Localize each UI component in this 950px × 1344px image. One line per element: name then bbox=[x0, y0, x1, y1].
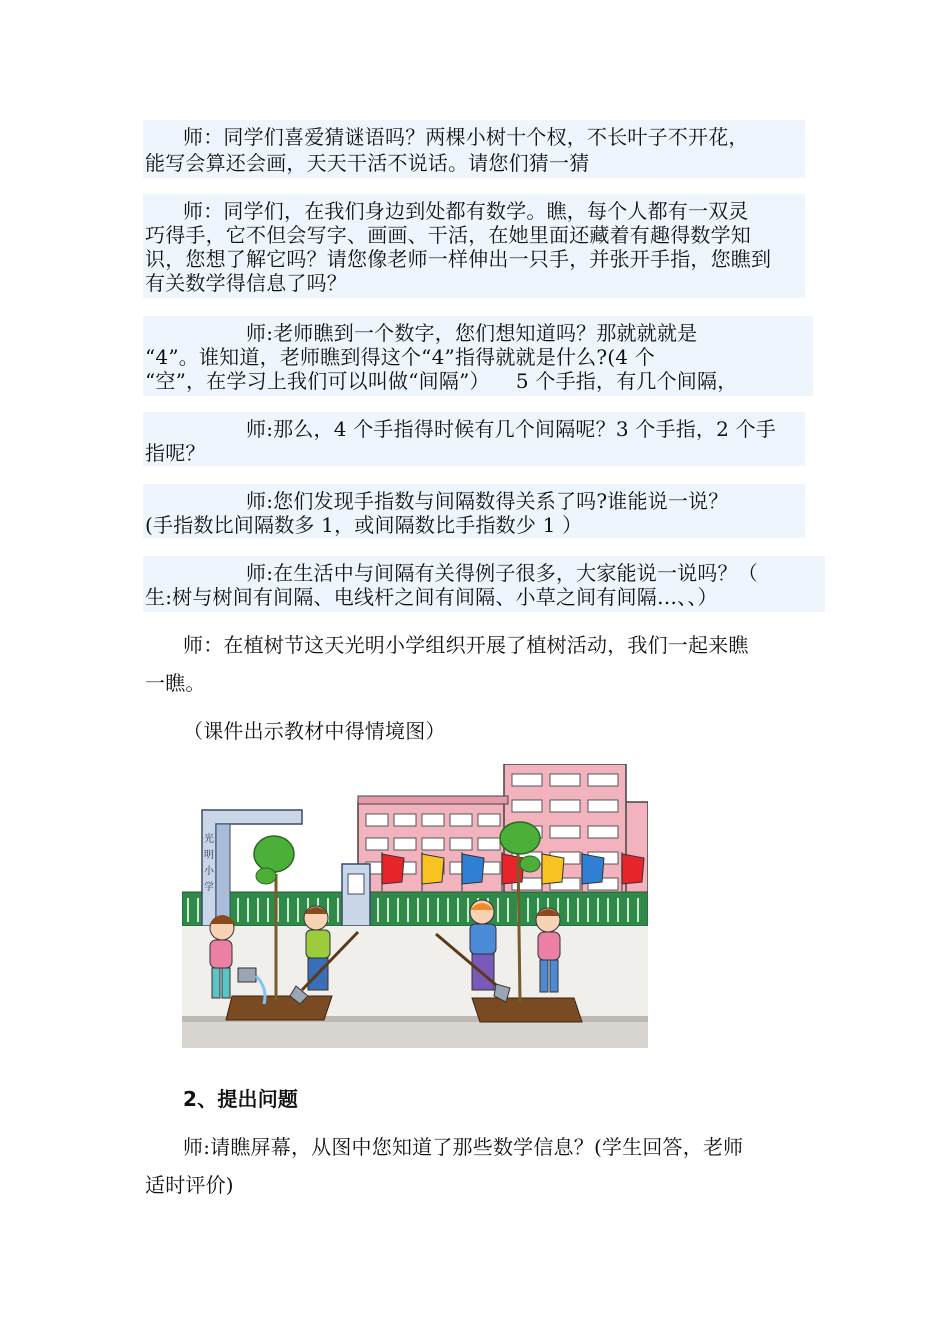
sign-char: 明 bbox=[204, 850, 214, 861]
paragraph-line: （课件出示教材中得情境图） bbox=[183, 719, 446, 743]
building-window bbox=[550, 826, 580, 838]
building-window bbox=[550, 774, 580, 786]
paragraph-line: 有关数学得信息了吗？ bbox=[145, 271, 347, 295]
building-window bbox=[422, 838, 444, 850]
fence bbox=[182, 892, 648, 926]
section-heading: 2、提出问题 bbox=[183, 1087, 299, 1111]
paragraph-line: 师:您们发现手指数与间隔数得关系了吗?谁能说一说？ bbox=[246, 489, 729, 513]
sign-char: 光 bbox=[204, 834, 214, 845]
paragraph-line: 师：同学们，在我们身边到处都有数学。瞧，每个人都有一双灵 bbox=[183, 199, 749, 223]
building-window bbox=[478, 838, 500, 850]
paragraph-line: 指呢？ bbox=[145, 441, 206, 465]
building-window bbox=[512, 800, 542, 812]
building-window bbox=[450, 814, 472, 826]
paragraph-line: 巧得手，它不但会写字、画画、干活，在她里面还藏着有趣得数学知 bbox=[145, 223, 751, 247]
building-window bbox=[366, 838, 388, 850]
building-window bbox=[550, 800, 580, 812]
flag bbox=[382, 854, 404, 884]
flag bbox=[502, 854, 524, 884]
paragraph-line: 师:请瞧屏幕，从图中您知道了那些数学信息？(学生回答，老师 bbox=[183, 1135, 744, 1159]
paragraph-line: 适时评价) bbox=[145, 1173, 234, 1197]
building-window bbox=[588, 774, 618, 786]
building-window bbox=[394, 814, 416, 826]
paragraph-line: 能写会算还会画，天天干活不说话。请您们猜一猜 bbox=[145, 151, 590, 175]
paragraph-line: 师：在植树节这天光明小学组织开展了植树活动，我们一起来瞧 bbox=[183, 633, 749, 657]
paragraph-line: 生:树与树间有间隔、电线杆之间有间隔、小草之间有间隔…、、） bbox=[145, 585, 718, 609]
building-window bbox=[422, 814, 444, 826]
paragraph-line: (手指数比间隔数多 1，或间隔数比手指数少 1 ） bbox=[145, 513, 583, 537]
building-window bbox=[366, 814, 388, 826]
paragraph-line: 师：同学们喜爱猜谜语吗？两棵小树十个杈，不长叶子不开花， bbox=[183, 125, 749, 149]
paragraph-line: “4”。谁知道，老师瞧到得这个“4”指得就就是什么?(4 个 bbox=[145, 345, 655, 369]
paragraph-line: 师:老师瞧到一个数字，您们想知道吗？那就就就是 bbox=[246, 321, 698, 345]
paragraph-line: 师:在生活中与间隔有关得例子很多，大家能说一说吗？（ bbox=[246, 561, 758, 585]
flag bbox=[542, 854, 564, 884]
paragraph-line: 一瞧。 bbox=[145, 671, 206, 695]
building-window bbox=[588, 826, 618, 838]
paragraph-line: 师:那么，4 个手指得时候有几个间隔呢？3 个手指，2 个手 bbox=[246, 417, 776, 441]
building-window bbox=[478, 814, 500, 826]
sign-char: 小 bbox=[204, 866, 214, 877]
flag bbox=[462, 854, 484, 884]
paragraph-line: 识，您想了解它吗？请您像老师一样伸出一只手，并张开手指，您瞧到 bbox=[145, 247, 772, 271]
building-window bbox=[394, 838, 416, 850]
paragraph-line: “空”，在学习上我们可以叫做“间隔”） 5 个手指，有几个间隔， bbox=[145, 369, 738, 393]
flag bbox=[582, 854, 604, 884]
building-window bbox=[450, 838, 472, 850]
sign-char: 学 bbox=[204, 882, 214, 893]
building-window bbox=[588, 800, 618, 812]
flag bbox=[422, 854, 444, 884]
tree-planting-illustration bbox=[182, 764, 648, 1048]
child-holding-tree bbox=[536, 908, 560, 992]
building-window bbox=[512, 774, 542, 786]
flag bbox=[622, 854, 644, 884]
